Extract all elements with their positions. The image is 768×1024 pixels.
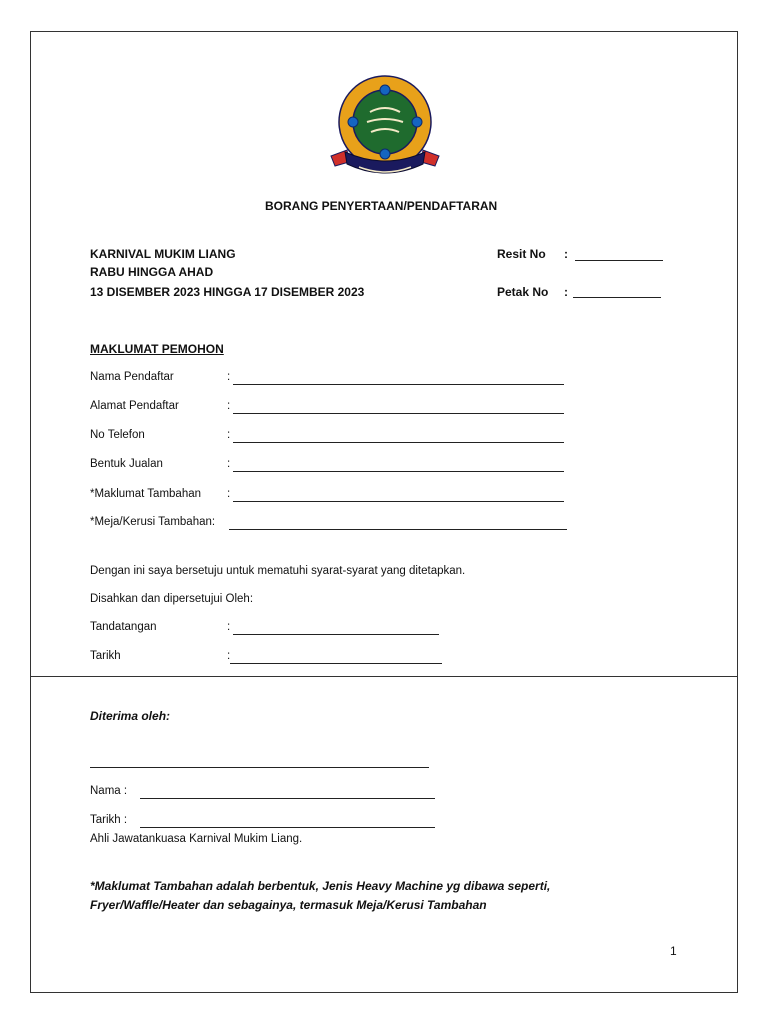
- approved-by-label: Disahkan dan dipersetujui Oleh:: [90, 593, 254, 605]
- note-line-1: *Maklumat Tambahan adalah berbentuk, Jenis Heavy Machine yg dibawa seperti,: [90, 879, 551, 893]
- maklumat-input-line[interactable]: [233, 501, 564, 502]
- field-label-jualan: Bentuk Jualan: [90, 458, 163, 470]
- field-colon: :: [227, 429, 231, 441]
- received-date-label: Tarikh :: [90, 814, 128, 826]
- field-label-nama: Nama Pendaftar: [90, 371, 174, 383]
- agreement-statement: Dengan ini saya bersetuju untuk mematuhi syarat-syarat yang ditetapkan.: [90, 565, 466, 577]
- date-label: Tarikh: [90, 650, 121, 662]
- applicant-heading: MAKLUMAT PEMOHON: [90, 342, 224, 356]
- field-label-maklumat: *Maklumat Tambahan: [90, 488, 202, 500]
- field-label-meja: *Meja/Kerusi Tambahan:: [90, 516, 216, 528]
- resit-input-line[interactable]: [575, 260, 663, 261]
- form-title: BORANG PENYERTAAN/PENDAFTARAN: [265, 199, 498, 213]
- field-colon: :: [227, 400, 231, 412]
- field-label-alamat: Alamat Pendaftar: [90, 400, 179, 412]
- field-colon: :: [227, 371, 231, 383]
- field-label-telefon: No Telefon: [90, 429, 145, 441]
- section-divider: [30, 676, 738, 677]
- received-name-label: Nama :: [90, 785, 128, 797]
- emblem-logo-icon: [325, 70, 445, 190]
- date-input-line[interactable]: [230, 663, 442, 664]
- note-line-2: Fryer/Waffle/Heater dan sebagainya, termasuk Meja/Kerusi Tambahan: [90, 898, 487, 912]
- nama-input-line[interactable]: [233, 384, 564, 385]
- jualan-input-line[interactable]: [233, 471, 564, 472]
- committee-label: Ahli Jawatankuasa Karnival Mukim Liang.: [90, 833, 303, 845]
- meja-input-line[interactable]: [229, 529, 567, 530]
- petak-input-line[interactable]: [573, 297, 661, 298]
- signature-input-line[interactable]: [233, 634, 439, 635]
- signature-colon: :: [227, 621, 231, 633]
- telefon-input-line[interactable]: [233, 442, 564, 443]
- field-colon: :: [227, 488, 231, 500]
- received-name-line[interactable]: [140, 798, 435, 799]
- date-colon: :: [227, 650, 231, 662]
- alamat-input-line[interactable]: [233, 413, 564, 414]
- received-signature-line[interactable]: [90, 767, 429, 768]
- received-heading: Diterima oleh:: [90, 709, 171, 723]
- resit-label: Resit No: [497, 247, 546, 261]
- signature-label: Tandatangan: [90, 621, 157, 633]
- event-name: KARNIVAL MUKIM LIANG: [90, 247, 236, 261]
- resit-colon: :: [564, 247, 568, 261]
- field-colon: :: [227, 458, 231, 470]
- petak-label: Petak No: [497, 285, 549, 299]
- event-days: RABU HINGGA AHAD: [90, 265, 214, 279]
- page-number: 1: [670, 944, 677, 958]
- petak-colon: :: [564, 285, 568, 299]
- received-date-line[interactable]: [140, 827, 435, 828]
- event-dates: 13 DISEMBER 2023 HINGGA 17 DISEMBER 2023: [90, 285, 365, 299]
